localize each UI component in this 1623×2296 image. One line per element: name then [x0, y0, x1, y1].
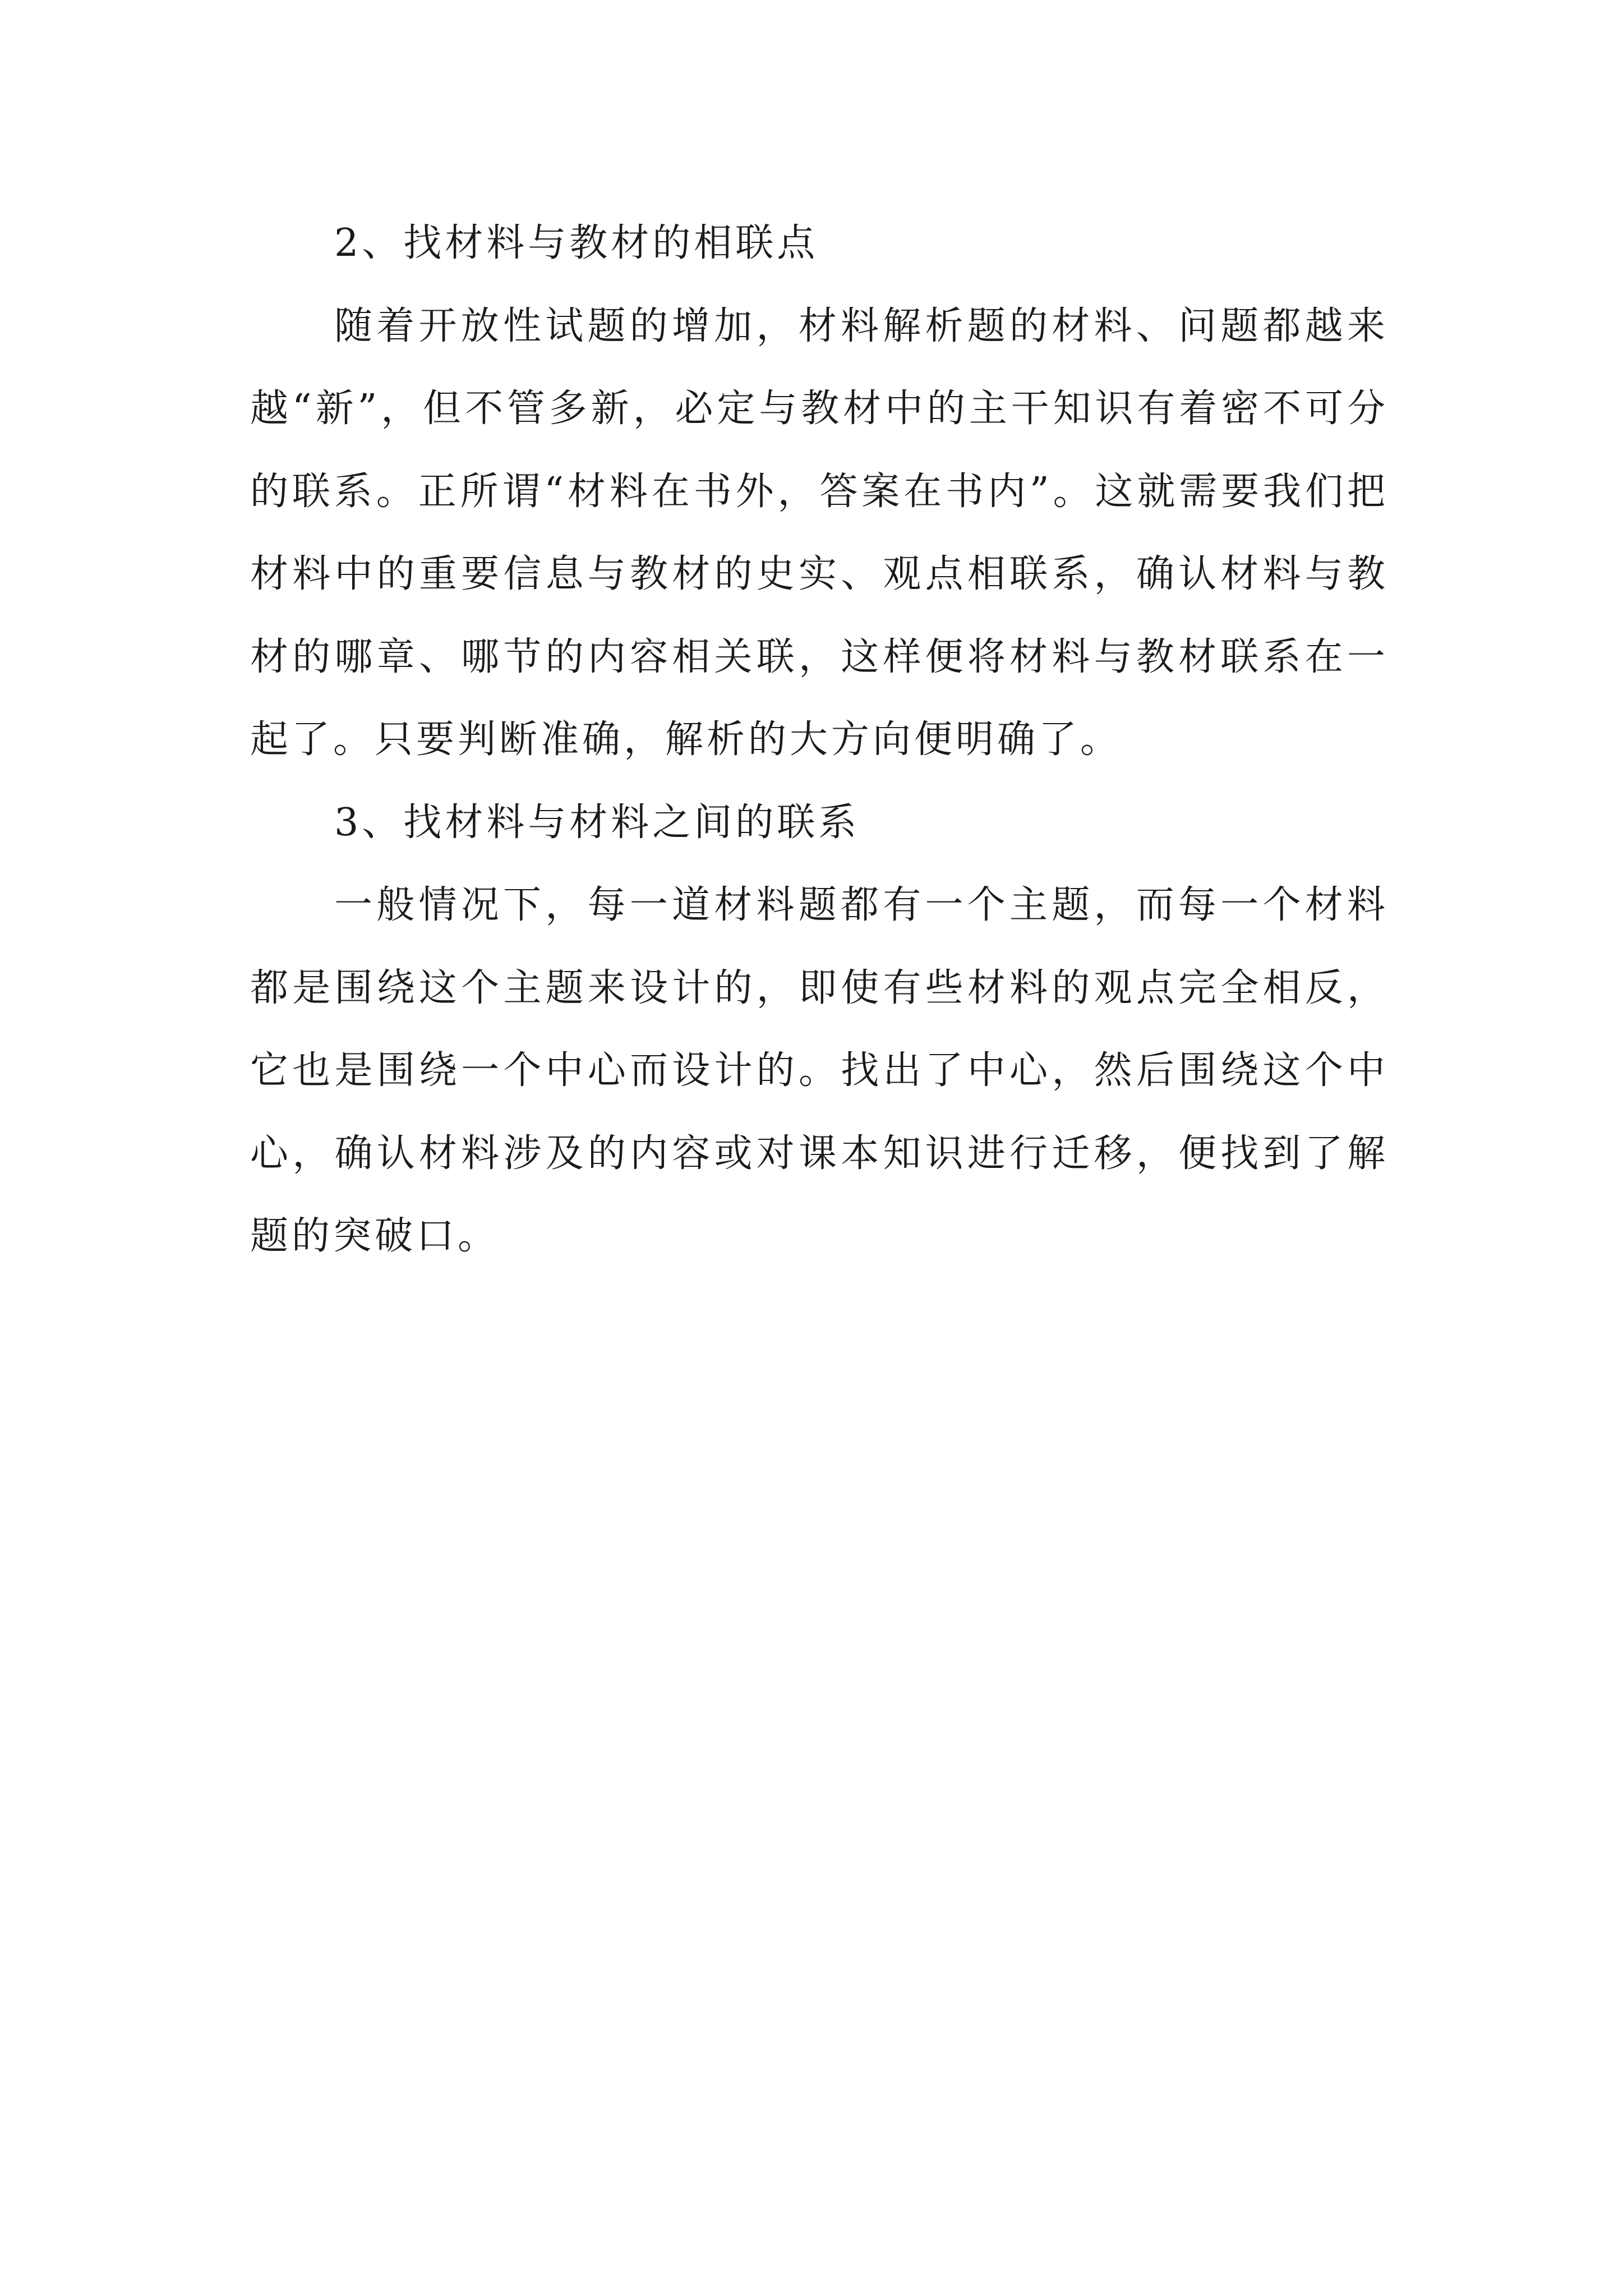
section-heading: 3、找材料与材料之间的联系	[334, 800, 860, 845]
section-paragraph: 一般情况下，每一道材料题都有一个主题，而每一个材料都是围绕这个主题来设计的，即使有些材料的观点完全相反，它也是围绕一个中心而设计的。找出了中心，然后围绕这个中心，确认材料涉及的内容或对课本知识进行迁移，便找到了解题的突破口。	[250, 883, 1389, 1258]
document-body	[250, 202, 1389, 1278]
section-paragraph: 随着开放性试题的增加，材料解析题的材料、问题都越来越“新”，但不管多新，必定与教材中的主干知识有着密不可分的联系。正所谓“材料在书外，答案在书内”。这就需要我们把材料中的重要信息与教材的史实、观点相联系，确认材料与教材的哪章、哪节的内容相关联，这样便将材料与教材联系在一起了。只要判断准确，解析的大方向便明确了。	[250, 303, 1389, 762]
section-heading: 2、找材料与教材的相联点	[334, 221, 819, 265]
